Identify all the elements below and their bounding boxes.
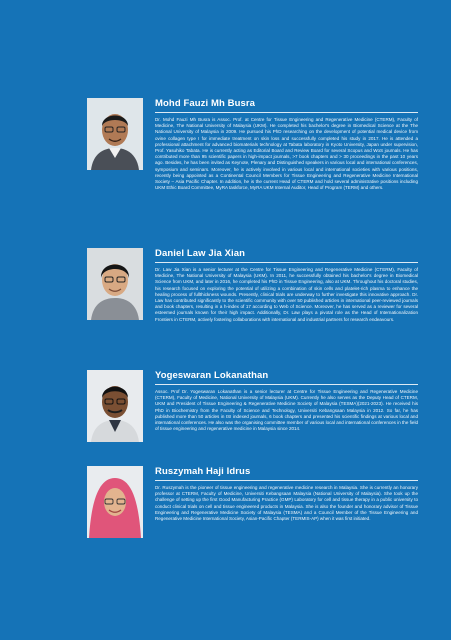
bio-name: Ruszymah Haji Idrus <box>155 466 418 481</box>
portrait-photo <box>87 248 143 320</box>
bio-content <box>155 466 418 522</box>
bio-text: Dr. Ruszymah is the pioneer of tissue engineering and regenerative medicine research in Malaysia. She is currently an honorary professor at CTERM, Faculty of Medicine, Universiti Kebangsaan Malaysia (National University of Malaysia). She took up the challenge of setting up the first Good Manufacturing Practice (GMP) Laboratory for cell and tissue therapy in a public university to conduct clinical trials on cell and tissue engineered products in Malaysia. She is also the founder and honorary advisor of Tissue Engineering and Regenerative Medicine Society of Malaysia (TESMA) and a Council Member of the Tissue Engineering and Regenerative Medicine International Society, Asian-Pacific Chapter (TERMIS-AP) when it was first initiated. <box>155 485 418 522</box>
portrait-man-glasses-icon <box>87 370 143 442</box>
bio-content <box>155 370 418 432</box>
bio-name: Mohd Fauzi Mh Busra <box>155 98 418 113</box>
portrait-man-glasses-icon <box>87 98 143 170</box>
portrait-photo <box>87 370 143 442</box>
portrait-photo <box>87 466 143 538</box>
portrait-man-glasses-icon <box>87 248 143 320</box>
bio-text: Assoc. Prof Dr. Yogeswaran Lokanathan is a senior lecturer at Centre for Tissue Engineering and Regenerative Medicine (CTERM), Faculty of Medicine, National University of Malaysia (UKM). Currently he also serves as the Deputy Head of CTERM, UKM and President of Tissue Engineering & Regenerative Medicine Society of Malaysia (TESMA)(2021-2023). He received his PhD in Biochemistry from the Faculty of Science and Technology, Universiti Kebangsaan Malaysia in 2012. So far, he has published more than 50 articles in ISI indexed journals, 6 book chapters and presented his scientific findings at various local and international conferences. He also was the organising committee member of various local and international conferences in the field of tissue engineering and regenerative medicine in Malaysia since 2014. <box>155 389 418 432</box>
portrait-photo <box>87 98 143 170</box>
bio-text: Dr. Law Jia Xian is a senior lecturer at the Centre for Tissue Engineering and Regenerative Medicine (CTERM), Faculty of Medicine, The National University of Malaysia (UKM). In 2011, he successfully obtained his bachelor's degree in Biomedical Science from UKM, and later in 2016, he completed his PhD in Tissue Engineering, also at UKM. Throughout his doctoral studies, his research focused on exploring the potential of utilizing a combination of skin cells and platelet-rich plasma to enhance the healing process of fullthickness wounds. Presently, clinical trials are underway to further investigate this innovative approach. Dr. Law has contributed significantly to the scientific community with over 50 published articles in international peer-reviewed journals and book chapters, resulting in a h-index of 17 according to Web of Science. Moreover, he has served as a reviewer for several esteemed journals known for their high impact. Additionally, Dr. Law plays a pivotal role as the Head of Internationalization Frontiers in CTERM, actively fostering collaborations with international and industrial partners for research endeavours. <box>155 267 418 322</box>
bio-content <box>155 98 418 191</box>
portrait-woman-hijab-icon <box>87 466 143 538</box>
bio-name: Daniel Law Jia Xian <box>155 248 418 263</box>
bio-text: Dr. Mohd Fauzi Mh Busra is Assoc. Prof. at Centre for Tissue Engineering and Regenerative Medicine (CTERM), Faculty of Medicine, The National University of Malaysia (UKM). He completed his bachelor's degree in Biomedical Science at the The National University of Malaysia in 2009. He pursued his PhD researching on the development of potential medical device from ovine collagen type I for immediate treatment on skin loss and successfully completed his study in 2017. He is attended a professional attachment for advanced biomaterials technology at Tabata laboratory in Kyoto University, Japan under supervision, Prof. Yasuhiko Tabata. He is currently acting as Editorial Board and Review Board for several Scopus and WoS journals. He has contributed more than 95 scientific papers in high-impact journals, >7 book chapters and > 30 proceedings in the past 10 years ago. Besides, he has been invited as Keynote, Plenary and Distinguished speakers in various local and international conferences, symposium and seminars. Moreover, he is actively involved in various local and international societies with various positions, recently being appointed as a Continental Council Members for Tissue Engineering and Regenerative Medicine International Society – Asia Pacific Chapter. In addition, he is the current Head of CTERM and hold several administrative positions including UKM Ethic Board Committee, MyRA taskforce, MyRA UKM Internal Auditor, Head of Program (TERM) and others. <box>155 117 418 191</box>
bio-name: Yogeswaran Lokanathan <box>155 370 418 385</box>
bio-content <box>155 248 418 323</box>
